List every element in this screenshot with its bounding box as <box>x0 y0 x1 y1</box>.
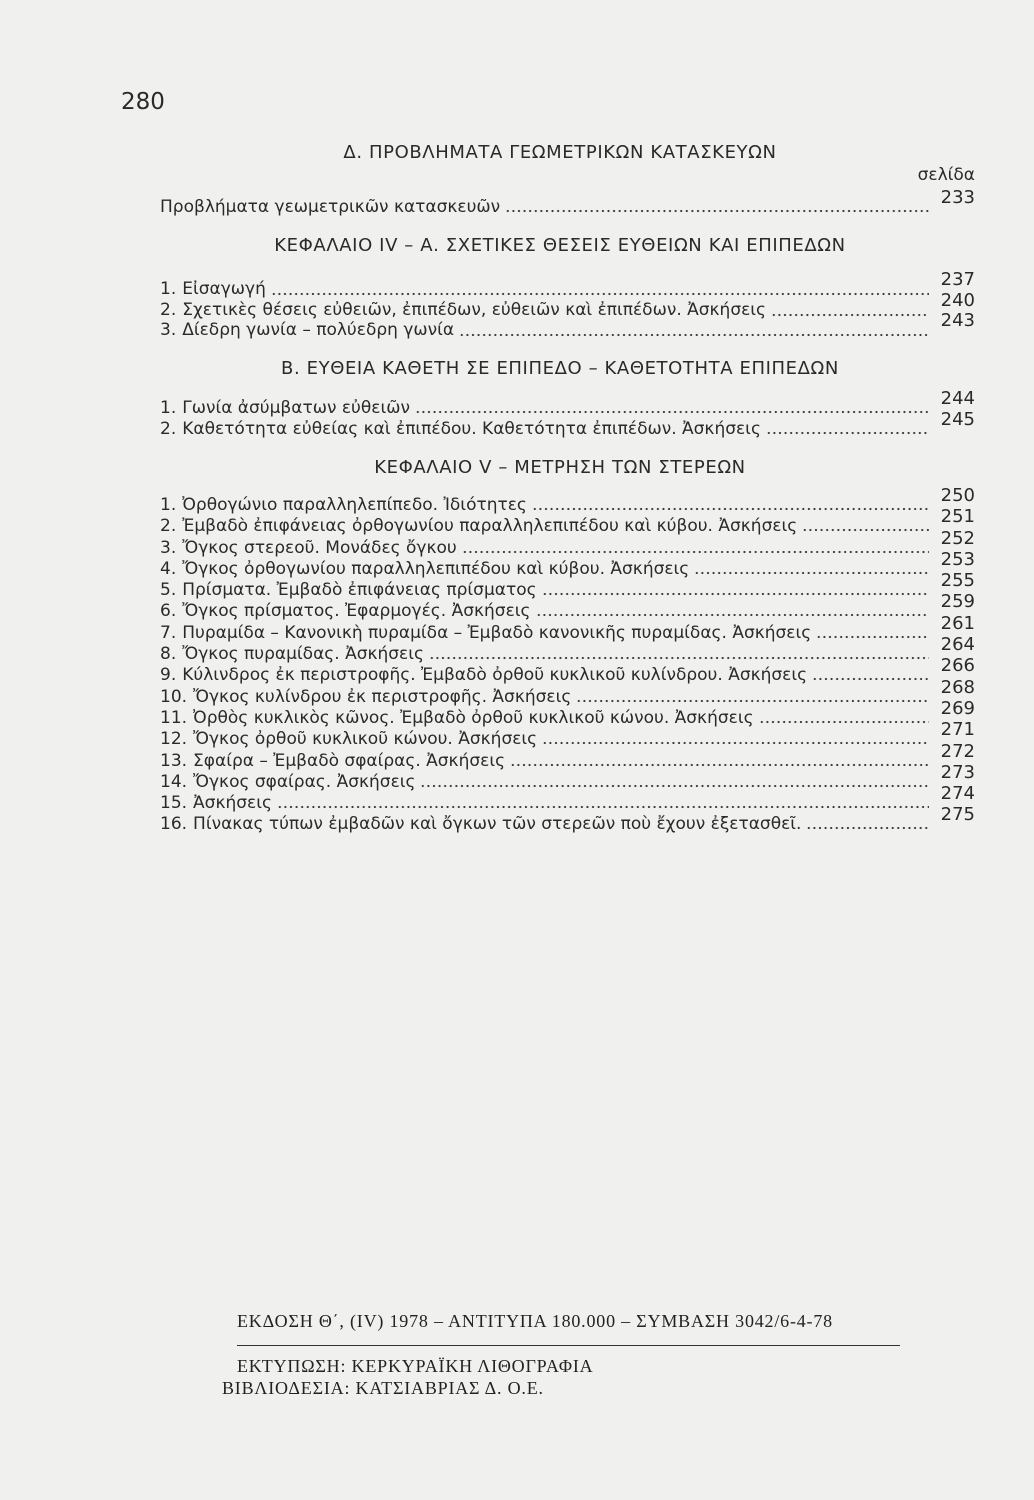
entry-number: 1. <box>160 398 177 418</box>
page-number: 280 <box>121 89 165 115</box>
entry-page-number: 237 <box>940 269 975 290</box>
toc-list-chapter-4a <box>160 269 975 341</box>
toc-entry <box>160 409 975 439</box>
toc-entry <box>160 485 975 515</box>
entry-title: Ὀρθογώνιο παραλληλεπίπεδο. Ἰδιότητες <box>182 495 527 515</box>
toc-entry <box>160 527 975 558</box>
dot-leader <box>271 279 929 300</box>
entry-number: 5. <box>160 580 177 601</box>
dot-leader <box>510 750 929 771</box>
entry-page-number: 264 <box>940 634 975 656</box>
entry-number: 11. <box>160 707 188 728</box>
entry-title: Ἀσκήσεις <box>193 793 272 814</box>
entry-number: 14. <box>160 771 188 792</box>
entry-title: Ὄγκος σφαίρας. Ἀσκήσεις <box>193 771 416 792</box>
entry-number: 3. <box>160 537 177 558</box>
entry-number: 1. <box>160 279 177 299</box>
entry-number: 2. <box>160 299 177 320</box>
entry-page-number: 273 <box>940 761 975 783</box>
toc-entry <box>160 804 975 835</box>
toc-entry <box>160 740 975 771</box>
entry-title: Πυραμίδα – Κανονικὴ πυραμίδα – Ἐμβαδὸ κανονικῆς πυραμίδας. Ἀσκήσεις <box>182 622 812 643</box>
entry-page-number: 274 <box>940 783 975 805</box>
binding-line: ΒΙΒΛΙΟΔΕΣΙΑ: ΚΑΤΣΙΑΒΡΙΑΣ Δ. Ο.Ε. <box>222 1378 544 1398</box>
entry-number: 2. <box>160 516 177 537</box>
section-heading-chapter-4a: ΚΕΦΑΛΑΙΟ IV – Α. ΣΧΕΤΙΚΕΣ ΘΕΣΕΙΣ ΕΥΘΕΙΩΝ ΚΑΙ ΕΠΙΠΕΔΩΝ <box>274 235 846 256</box>
toc-entry <box>160 570 975 601</box>
dot-leader <box>420 771 929 792</box>
entry-number: 15. <box>160 793 188 814</box>
entry-number: 1. <box>160 495 177 515</box>
entry-page-number: 244 <box>940 388 975 409</box>
entry-page-number: 245 <box>940 409 975 430</box>
dot-leader <box>576 686 929 707</box>
toc-entry <box>160 676 975 707</box>
entry-number: 7. <box>160 622 177 643</box>
entry-page-number: 268 <box>940 676 975 698</box>
page-column-label: σελίδα <box>917 165 975 185</box>
dot-leader <box>806 813 929 834</box>
entry-number: 6. <box>160 601 177 622</box>
toc-entry <box>160 591 975 622</box>
entry-title: Προβλήματα γεωμετρικῶν κατασκευῶν <box>160 197 501 217</box>
entry-number: 16. <box>160 814 188 835</box>
toc-entry <box>160 388 975 418</box>
entry-title: Ὀρθὸς κυκλικὸς κῶνος. Ἐμβαδὸ ὀρθοῦ κυκλικοῦ κώνου. Ἀσκήσεις <box>193 707 754 728</box>
toc-list-part-d <box>160 187 975 217</box>
toc-entry <box>160 310 975 341</box>
entry-number: 9. <box>160 665 177 686</box>
entry-number: 4. <box>160 558 177 579</box>
dot-leader <box>459 320 929 341</box>
toc-entry <box>160 719 975 750</box>
entry-page-number: 252 <box>940 527 975 549</box>
section-heading-chapter-4b: Β. ΕΥΘΕΙΑ ΚΑΘΕΤΗ ΣΕ ΕΠΙΠΕΔΟ – ΚΑΘΕΤΟΤΗΤΑ ΕΠΙΠΕΔΩΝ <box>281 358 839 379</box>
entry-page-number: 255 <box>940 570 975 592</box>
entry-page-number: 272 <box>940 740 975 762</box>
dot-leader <box>277 792 929 813</box>
entry-page-number: 253 <box>940 548 975 570</box>
entry-page-number: 261 <box>940 612 975 634</box>
entry-title: Σφαίρα – Ἐμβαδὸ σφαίρας. Ἀσκήσεις <box>193 750 506 771</box>
dot-leader <box>816 622 929 643</box>
entry-title: Ὄγκος πρίσματος. Ἐφαρμογές. Ἀσκήσεις <box>182 601 531 622</box>
toc-entry <box>160 548 975 579</box>
entry-title: Κύλινδρος ἐκ περιστροφῆς. Ἐμβαδὸ ὀρθοῦ κυκλικοῦ κυλίνδρου. Ἀσκήσεις <box>182 665 808 686</box>
entry-title: Πίνακας τύπων ἐμβαδῶν καὶ ὄγκων τῶν στερεῶν ποὺ ἔχουν ἐξετασθεῖ. <box>193 814 802 835</box>
entry-number: 12. <box>160 729 188 750</box>
entry-page-number: 243 <box>940 310 975 331</box>
dot-leader <box>766 418 929 439</box>
toc-entry <box>160 783 975 814</box>
entry-title: Δίεδρη γωνία – πολύεδρη γωνία <box>182 320 455 340</box>
entry-number: 3. <box>160 320 177 340</box>
entry-page-number: 266 <box>940 655 975 677</box>
entry-title: Εἰσαγωγή <box>182 279 266 299</box>
entry-page-number: 271 <box>940 719 975 741</box>
entry-page-number: 240 <box>940 289 975 311</box>
dot-leader <box>759 707 929 728</box>
toc-entry <box>160 697 975 728</box>
toc-entry <box>160 506 975 537</box>
entry-number: 2. <box>160 419 177 439</box>
entry-title: Ὄγκος ὀρθογωνίου παραλληλεπιπέδου καὶ κύβου. Ἀσκήσεις <box>182 558 690 579</box>
toc-list-chapter-4b <box>160 388 975 439</box>
entry-title: Καθετότητα εὐθείας καὶ ἐπιπέδου. Καθετότητα ἐπιπέδων. Ἀσκήσεις <box>182 419 761 439</box>
entry-title: Ὄγκος πυραμίδας. Ἀσκήσεις <box>182 644 424 665</box>
entry-page-number: 275 <box>940 804 975 826</box>
entry-number: 10. <box>160 686 188 707</box>
entry-title: Ὄγκος στερεοῦ. Μονάδες ὄγκου <box>182 537 457 558</box>
entry-number: 8. <box>160 644 177 665</box>
edition-line: ΕΚΔΟΣΗ Θ΄, (IV) 1978 – ΑΝΤΙΤΥΠΑ 180.000 – ΣΥΜΒΑΣΗ 3042/6-4-78 <box>237 1311 833 1331</box>
dot-leader <box>415 397 929 418</box>
entry-title: Γωνία ἀσύμβατων εὐθειῶν <box>182 398 410 418</box>
toc-entry <box>160 761 975 792</box>
entry-title: Ὄγκος ὀρθοῦ κυκλικοῦ κώνου. Ἀσκήσεις <box>193 729 538 750</box>
dot-leader <box>812 664 929 685</box>
entry-page-number: 251 <box>940 506 975 528</box>
dot-leader <box>694 558 929 579</box>
toc-entry <box>160 612 975 643</box>
entry-title: Πρίσματα. Ἐμβαδὸ ἐπιφάνειας πρίσματος <box>182 580 537 601</box>
entry-title: Ὄγκος κυλίνδρου ἐκ περιστροφῆς. Ἀσκήσεις <box>193 686 572 707</box>
section-heading-part-d: Δ. ΠΡΟΒΛΗΜΑΤΑ ΓΕΩΜΕΤΡΙΚΩΝ ΚΑΤΑΣΚΕΥΩΝ <box>343 142 777 163</box>
section-heading-chapter-5: ΚΕΦΑΛΑΙΟ V – ΜΕΤΡΗΣΗ ΤΩΝ ΣΤΕΡΕΩΝ <box>374 457 746 478</box>
toc-entry <box>160 634 975 665</box>
dot-leader <box>802 515 929 536</box>
entry-page-number: 233 <box>940 187 975 208</box>
dot-leader <box>532 494 929 515</box>
dot-leader <box>505 196 929 217</box>
entry-page-number: 250 <box>940 485 975 506</box>
dot-leader <box>462 537 929 558</box>
dot-leader <box>542 579 929 600</box>
dot-leader <box>771 300 929 321</box>
printing-line: ΕΚΤΥΠΩΣΗ: ΚΕΡΚΥΡΑΪΚΗ ΛΙΘΟΓΡΑΦΙΑ <box>237 1356 594 1376</box>
toc-list-chapter-5 <box>160 485 975 835</box>
entry-title: Ἐμβαδὸ ἐπιφάνειας ὀρθογωνίου παραλληλεπιπέδου καὶ κύβου. Ἀσκήσεις <box>182 516 798 537</box>
dot-leader <box>542 728 929 749</box>
dot-leader <box>429 643 929 664</box>
toc-entry <box>160 269 975 300</box>
colophon-divider <box>237 1345 900 1346</box>
entry-title: Σχετικὲς θέσεις εὐθειῶν, ἐπιπέδων, εὐθειῶν καὶ ἐπιπέδων. Ἀσκήσεις <box>182 299 767 320</box>
entry-page-number: 259 <box>940 591 975 613</box>
dot-leader <box>536 600 930 621</box>
toc-entry <box>160 655 975 686</box>
entry-number: 13. <box>160 750 188 771</box>
toc-entry <box>160 187 975 217</box>
entry-page-number: 269 <box>940 697 975 719</box>
